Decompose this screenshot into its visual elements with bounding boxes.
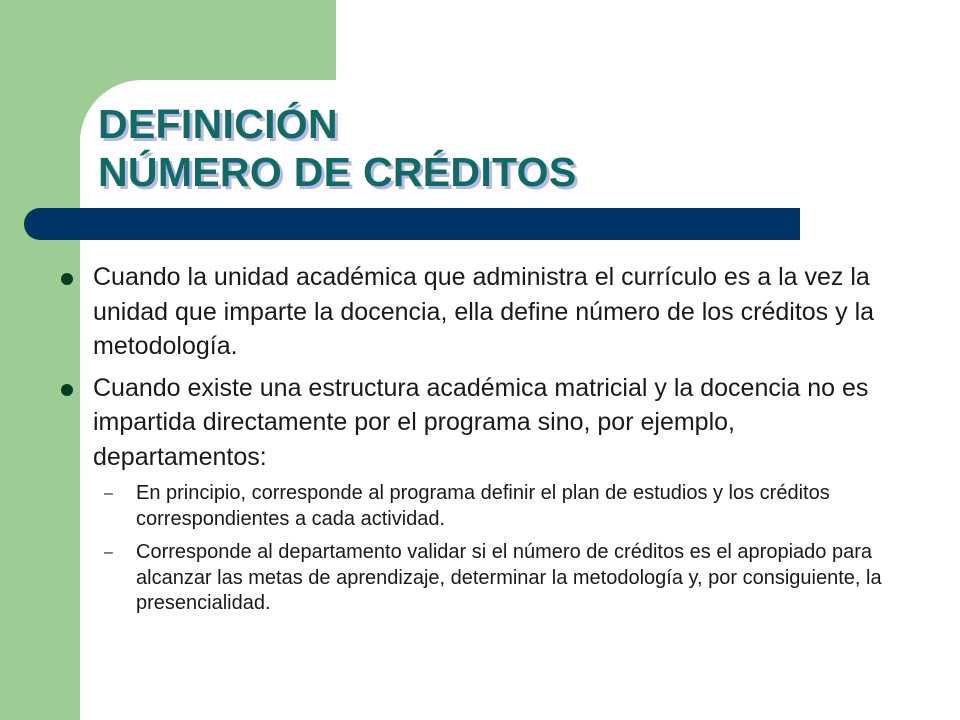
bullet-text: Cuando la unidad académica que administra el currículo es a la vez la unidad que imparte la docencia, ella define número de los créditos y la metodología. bbox=[93, 263, 875, 360]
slide-title bbox=[98, 100, 576, 196]
title-line-1: DEFINICIÓN bbox=[98, 101, 338, 147]
sub-bullet-text: En principio, corresponde al programa definir el plan de estudios y los créditos correspondientes a cada actividad. bbox=[136, 482, 830, 530]
bullet-item bbox=[60, 371, 910, 475]
bullet-text: Cuando existe una estructura académica matricial y la docencia no es impartida directamente por el programa sino, por ejemplo, departamentos: bbox=[93, 373, 869, 471]
title-line-2: NÚMERO DE CRÉDITOS bbox=[98, 149, 577, 195]
sub-bullet-item bbox=[60, 481, 910, 532]
bullet-dot-icon bbox=[61, 384, 73, 396]
dash-marker: – bbox=[104, 485, 113, 502]
sub-bullet-item bbox=[60, 540, 910, 617]
slide-body bbox=[60, 260, 910, 625]
title-underline-bar bbox=[24, 208, 800, 240]
bullet-dot-icon bbox=[61, 273, 73, 285]
sub-bullet-text: Corresponde al departamento validar si el número de créditos es el apropiado para alcanzar las metas de aprendizaje, determinar la metodología y, por consiguiente, la presencialidad. bbox=[136, 541, 882, 614]
bullet-item bbox=[60, 260, 910, 364]
dash-marker: – bbox=[104, 544, 113, 561]
